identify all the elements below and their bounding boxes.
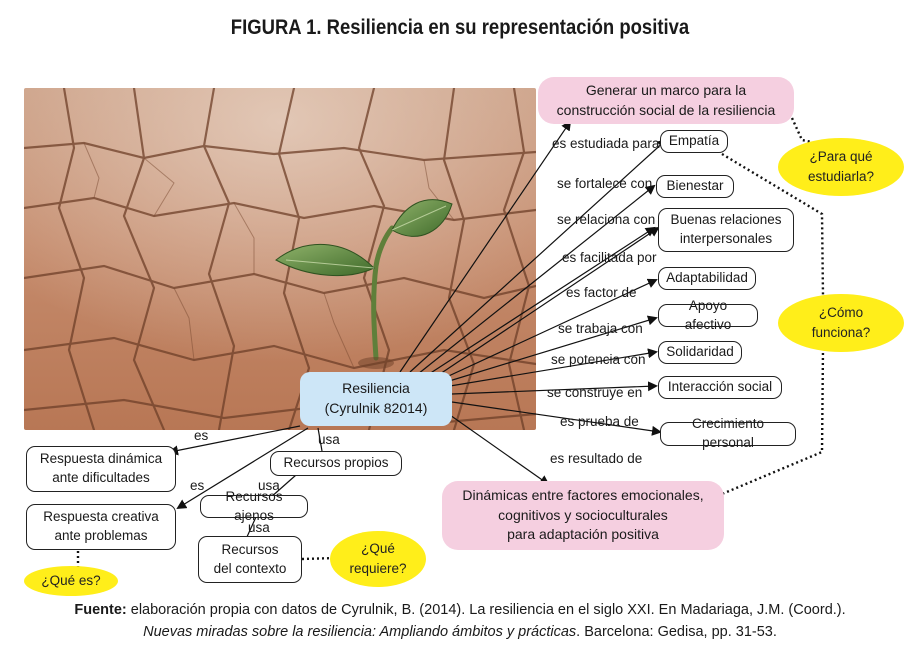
node-bienestar: Bienestar <box>656 175 734 198</box>
label-es-2: es <box>190 478 205 493</box>
line-resultado <box>440 408 548 484</box>
label-usa-3: usa <box>248 520 270 535</box>
node-respuesta-creativa: Respuesta creativa ante problemas <box>26 504 176 550</box>
label-es-estudiada-para: es estudiada para <box>552 136 660 151</box>
node-interaccion-social: Interacción social <box>658 376 782 399</box>
label-se-fortalece-con: se fortalece con <box>557 176 653 191</box>
node-respuesta-dinamica: Respuesta dinámica ante dificultades <box>26 446 176 492</box>
label-es-resultado-de: es resultado de <box>550 451 643 466</box>
source-publisher: . Barcelona: Gedisa, pp. 31-53. <box>576 624 777 640</box>
label-es-factor-de: es factor de <box>566 285 637 300</box>
question-como-funciona: ¿Cómo funciona? <box>778 294 904 352</box>
question-que-requiere: ¿Qué requiere? <box>330 531 426 587</box>
source-label: Fuente: <box>74 602 127 618</box>
node-recursos-propios: Recursos propios <box>270 451 402 476</box>
node-dinamicas: Dinámicas entre factores emocionales, cognitivos y socioculturales para adaptación positiva <box>442 481 724 550</box>
node-recursos-ajenos: Recursos ajenos <box>200 495 308 518</box>
source-citation: elaboración propia con datos de Cyrulnik, B. (2014). La resiliencia en el siglo XXI. En Madariaga, J.M. (Coord.). <box>130 602 846 618</box>
line-es1 <box>170 426 300 452</box>
node-recursos-contexto: Recursos del contexto <box>198 536 302 583</box>
node-solidaridad: Solidaridad <box>658 341 742 364</box>
node-resiliencia: Resiliencia (Cyrulnik 82014) <box>300 372 452 426</box>
label-se-relaciona-con: se relaciona con <box>557 212 656 227</box>
dotted-para-que <box>792 118 812 142</box>
label-se-construye-en: se construye en <box>547 385 643 400</box>
source-book-title: Nuevas miradas sobre la resiliencia: Ampliando ámbitos y prácticas <box>143 624 577 640</box>
line-estudiada <box>400 122 570 372</box>
node-adaptabilidad: Adaptabilidad <box>658 267 756 290</box>
figure-title-text: Resiliencia en su representación positiva <box>326 16 690 39</box>
label-es-facilitada-por: es facilitada por <box>562 250 657 265</box>
label-es-prueba-de: es prueba de <box>560 414 639 429</box>
node-buenas-relaciones: Buenas relaciones interpersonales <box>658 208 794 252</box>
source-line-2 <box>0 622 920 643</box>
question-para-que: ¿Para qué estudiarla? <box>778 138 904 196</box>
label-se-trabaja-con: se trabaja con <box>558 321 643 336</box>
label-es-1: es <box>194 428 209 443</box>
node-marco-social: Generar un marco para la construcción social de la resiliencia <box>538 77 794 124</box>
question-que-es: ¿Qué es? <box>24 566 118 596</box>
label-usa-1: usa <box>318 432 340 447</box>
node-empatia: Empatía <box>660 130 728 153</box>
source-line-1 <box>0 600 920 621</box>
label-se-potencia-con: se potencia con <box>551 352 646 367</box>
label-usa-2: usa <box>258 478 280 493</box>
node-crecimiento-personal: Crecimiento personal <box>660 422 796 446</box>
figure-number: FIGURA 1. <box>230 16 322 39</box>
node-apoyo-afectivo: Apoyo afectivo <box>658 304 758 327</box>
